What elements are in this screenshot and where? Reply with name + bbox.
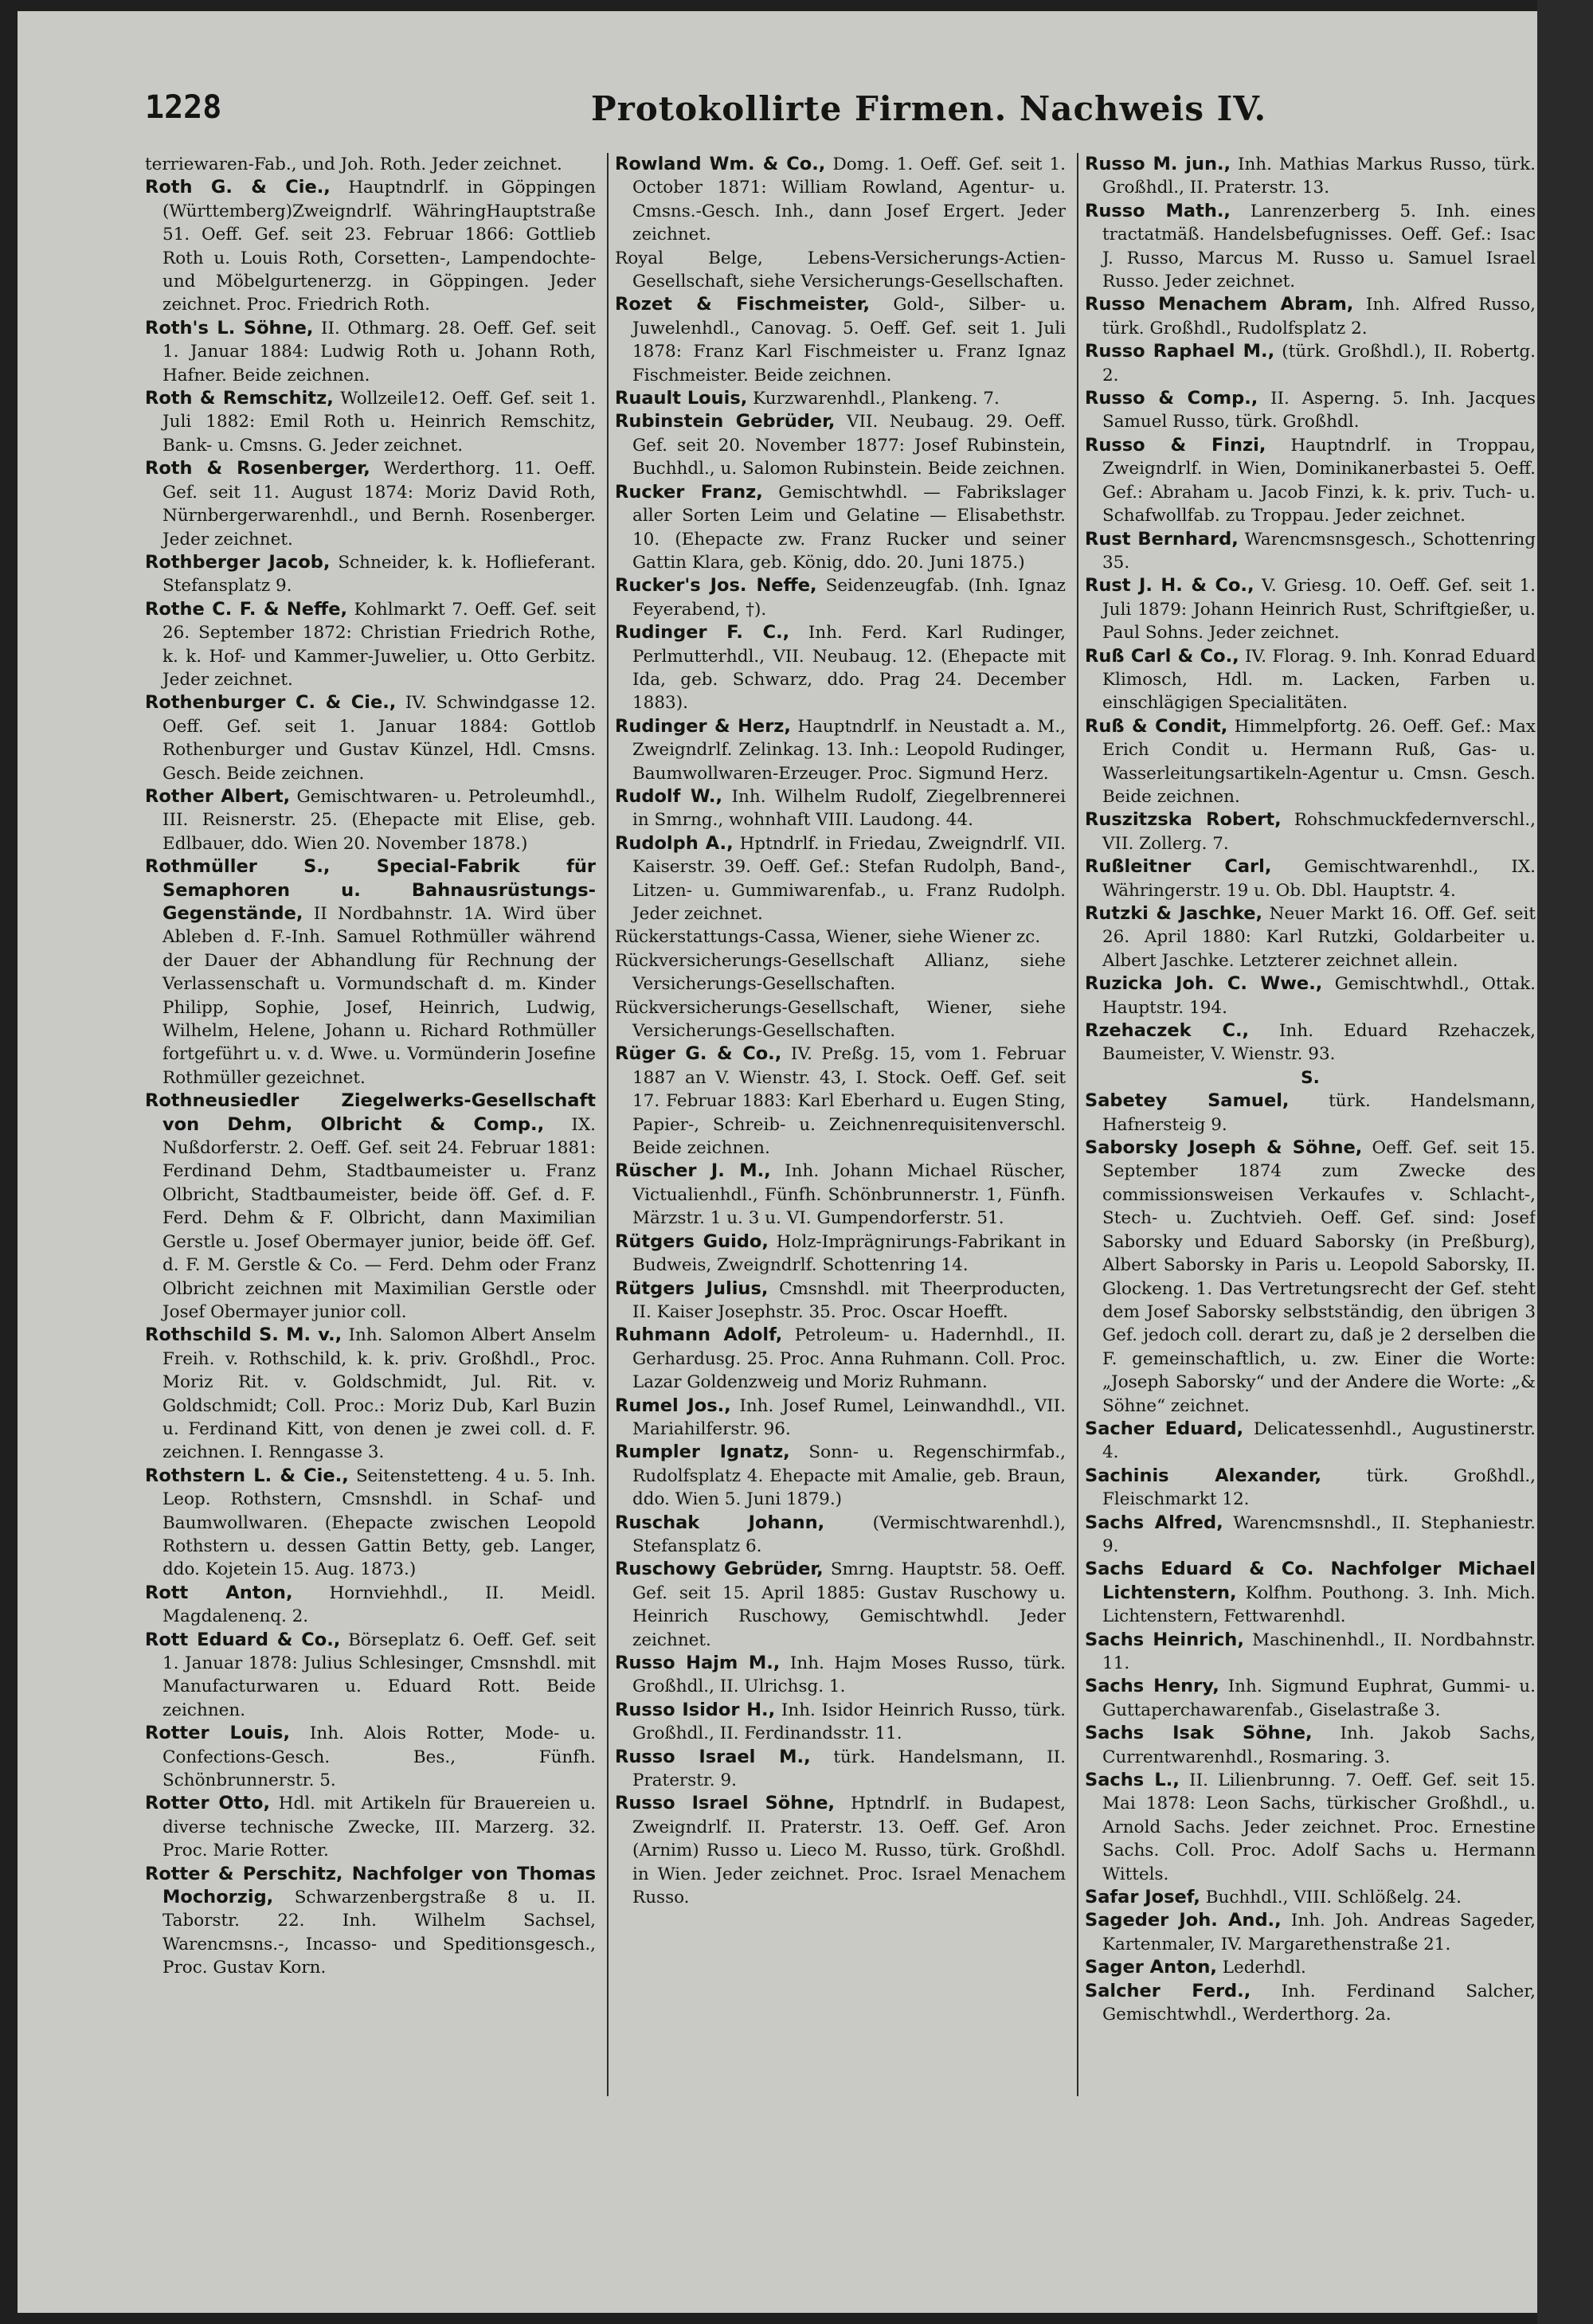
firm-name: Rothberger Jacob, [145, 551, 331, 573]
firm-details: IX. Nußdorferstr. 2. Oeff. Gef. seit 24. Februar 1881: Ferdinand Dehm, Stadtbaumeister u. Franz Olbricht, Stadtbaumeister, beide öff. Gef. d. F. Ferd. Dehm & F. Olbricht, dann Maximilian Gerstle u. Josef Obermayer junior, beide öff. Gef. d. F. M. Gerstle & Co. — Ferd. Dehm oder Franz Olbricht zeichnen mit Maximilian Gerstle oder Josef Obermayer junior coll. [162, 1114, 596, 1322]
firm-entry [615, 949, 1066, 996]
firm-entry [1085, 200, 1536, 294]
firm-details: Inh. Johann Michael Rüscher, Victualienhdl., Fünfh. Schönbrunnerstr. 1, Fünfh. Märzstr. 1 u. 3 u. VI. Gumpendorferstr. 51. [632, 1161, 1066, 1229]
firm-details: Lanrenzerberg 5. Inh. eines tractatmäß. Handelsbefugnisses. Oeff. Gef.: Isac J. Russo, Marcus M. Russo u. Samuel Israel Russo. Jeder zeichnet. [1102, 201, 1536, 292]
firm-entry [145, 598, 596, 692]
firm-details: Hornviehhdl., II. Meidl. Magdalenenq. 2. [162, 1583, 596, 1627]
firm-details: Himmelpfortg. 26. Oeff. Gef.: Max Erich Condit u. Hermann Ruß, Gas- u. Wasserleitungsartikeln-Agentur u. Cmsn. Gesch. Beide zeichnen. [1102, 716, 1536, 807]
firm-entry [615, 247, 1066, 294]
page-number: 1228 [145, 89, 222, 126]
firm-entry [1085, 434, 1536, 528]
firm-details: Schwarzenbergstraße 8 u. II. Taborstr. 22. Inh. Wilhelm Sachsel, Warencmsns.-, Incasso- und Speditionsgesch., Proc. Gustav Korn. [162, 1888, 596, 1978]
firm-entry [145, 855, 596, 1090]
firm-details: Inh. Eduard Rzehaczek, Baumeister, V. Wienstr. 93. [1102, 1021, 1536, 1065]
firm-details: Seitenstetteng. 4 u. 5. Inh. Leop. Rothstern, Cmsnshdl. in Schaf- und Baumwollwaren. (Ehepacte zwischen Leopold Rothstern u. dessen Gattin Betty, geb. Langer, ddo. Kojetein 15. Aug. 1873.) [162, 1465, 596, 1580]
firm-details: IV. Florag. 9. Inh. Konrad Eduard Klimosch, Hdl. m. Lacken, Farben u. einschlägigen Specialitäten. [1102, 646, 1536, 714]
firm-name: Russo Math., [1085, 200, 1231, 221]
firm-entry [1085, 1629, 1536, 1676]
firm-entry [145, 176, 596, 316]
column-right [1085, 153, 1536, 2120]
firm-entry [1085, 972, 1536, 1019]
firm-entry [145, 785, 596, 855]
firm-entry [615, 387, 1066, 410]
firm-details: terriewaren-Fab., und Joh. Roth. Jeder zeichnet. [145, 155, 562, 174]
firm-name: Rotter & Perschitz, Nachfolger von Thomas Mochorzig, [145, 1863, 596, 1908]
firm-name: Sachs Alfred, [1085, 1512, 1223, 1533]
firm-entry [1085, 1137, 1536, 1418]
firm-details: Inh. Josef Rumel, Leinwandhdl., VII. Mariahilferstr. 96. [632, 1395, 1066, 1439]
firm-entry [1085, 1886, 1536, 1909]
firm-entry [615, 715, 1066, 785]
firm-details: Hauptndrlf. in Troppau, Zweigndrlf. in Wien, Dominikanerbastei 5. Oeff. Gef.: Abraham u. Jacob Finzi, k. k. priv. Tuch- u. Schafwollfab. zu Troppau. Jeder zeichnet. [1102, 435, 1536, 526]
firm-details: Inh. Wilhelm Rudolf, Ziegelbrennerei in Smrng., wohnhaft VIII. Laudong. 44. [632, 786, 1066, 831]
firm-details: IV. Preßg. 15, vom 1. Februar 1887 an V. Wienstr. 43, I. Stock. Oeff. Gef. seit 17. Februar 1883: Karl Eberhard u. Eugen Sting, Papier-, Schreib- u. Zeichnenrequisitenverschl. Beide zeichnen. [632, 1044, 1066, 1159]
firm-details: VII. Neubaug. 29. Oeff. Gef. seit 20. November 1877: Josef Rubinstein, Buchhdl., u. Salomon Rubinstein. Beide zeichnen. [632, 412, 1066, 479]
firm-name: Russo Hajm M., [615, 1653, 781, 1673]
firm-entry [1085, 153, 1536, 200]
firm-details: (türk. Großhdl.), II. Robertg. 2. [1102, 342, 1536, 385]
firm-name: Saborsky Joseph & Söhne, [1085, 1137, 1363, 1159]
firm-entry [1085, 1465, 1536, 1512]
firm-entry [1085, 1956, 1536, 1979]
firm-details: türk. Handelsmann, II. Praterstr. 9. [632, 1747, 1066, 1791]
firm-entry [1085, 387, 1536, 434]
firm-details: Inh. Sigmund Euphrat, Gummi- u. Guttaperchawarenfab., Giselastraße 3. [1102, 1676, 1536, 1720]
firm-details: Inh. Mathias Markus Russo, türk. Großhdl., II. Praterstr. 13. [1102, 155, 1536, 198]
firm-name: Rothe C. F. & Neffe, [145, 598, 348, 620]
firm-entry [615, 832, 1066, 926]
firm-name: Roth's L. Söhne, [145, 317, 314, 338]
firm-entry [1085, 340, 1536, 387]
firm-entry [1085, 1909, 1536, 1956]
firm-details: Sonn- u. Regenschirmfab., Rudolfsplatz 4. Ehepacte mit Amalie, geb. Braun, ddo. Wien 5. Juni 1879.) [632, 1442, 1066, 1510]
firm-entry [1085, 808, 1536, 855]
firm-name: Sageder Joh. And., [1085, 1910, 1282, 1931]
firm-details: Kurzwarenhdl., Plankeng. 7. [753, 389, 1000, 409]
firm-name: Rudinger & Herz, [615, 715, 791, 737]
firm-entry [1085, 1980, 1536, 2027]
firm-details: (Vermischtwarenhdl.), Stefansplatz 6. [632, 1512, 1066, 1556]
firm-details: Seidenzeugfab. (Inh. Ignaz Feyerabend, †). [632, 576, 1066, 620]
firm-details: Petroleum- u. Hadernhdl., II. Gerhardusg. 25. Proc. Anna Ruhmann. Coll. Proc. Lazar Goldenzweig und Moriz Ruhmann. [632, 1325, 1066, 1393]
firm-name: Rubinstein Gebrüder, [615, 411, 836, 432]
firm-name: Rothenburger C. & Cie., [145, 692, 397, 714]
firm-details: Cmsnshdl. mit Theerproducten, II. Kaiser Josephstr. 35. Proc. Oscar Hoefft. [632, 1278, 1066, 1322]
firm-entry [1085, 855, 1536, 902]
firm-name: Sachs Henry, [1085, 1676, 1219, 1697]
firm-entry [1085, 1512, 1536, 1559]
firm-entry [615, 1230, 1066, 1277]
firm-details: Rückversicherungs-Gesellschaft Allianz, siehe Versicherungs-Gesellschaften. [615, 950, 1066, 995]
firm-details: Holz-Imprägnirungs-Fabrikant in Budweis, Zweigndrlf. Schottenring 14. [632, 1231, 1066, 1276]
firm-entry [1085, 1090, 1536, 1137]
firm-details: Rohschmuckfedernverschl., VII. Zollerg. 7. [1102, 810, 1536, 854]
firm-details: Gemischtwaren- u. Petroleumhdl., III. Reisnerstr. 25. (Ehepacte mit Elise, geb. Edlbauer, ddo. Wien 20. November 1878.) [162, 786, 596, 854]
firm-entry [145, 317, 596, 387]
firm-details: Inh. Joh. Andreas Sageder, Kartenmaler, IV. Margarethenstraße 21. [1102, 1911, 1536, 1954]
firm-name: Ruault Louis, [615, 388, 748, 409]
firm-details: Inh. Ferd. Karl Rudinger, Perlmutterhdl., VII. Neubaug. 12. (Ehepacte mit Ida, geb. Schwarz, ddo. Prag 24. December 1883). [632, 623, 1066, 714]
column-divider [1077, 153, 1078, 2096]
firm-entry [1085, 1558, 1536, 1628]
firm-name: Rust J. H. & Co., [1085, 575, 1254, 597]
firm-name: Rudinger F. C., [615, 622, 790, 644]
firm-name: Roth & Remschitz, [145, 388, 334, 409]
firm-entry [615, 410, 1066, 480]
firm-entry [145, 1863, 596, 1980]
firm-details: Domg. 1. Oeff. Gef. seit 1. October 1871: William Rowland, Agentur- u. Cmsns.-Gesch. Inh., dann Josef Ergert. Jeder zeichnet. [632, 155, 1066, 245]
firm-entry [145, 1090, 596, 1324]
firm-details: Delicatessenhdl., Augustinerstr. 4. [1102, 1418, 1536, 1463]
firm-entry [145, 1792, 596, 1862]
firm-entry [145, 551, 596, 598]
firm-entry [145, 1629, 596, 1723]
firm-details: Kohlmarkt 7. Oeff. Gef. seit 26. September 1872: Christian Friedrich Rothe, k. k. Hof- und Kammer-Juwelier, u. Otto Gerbitz. Jeder zeichnet. [162, 599, 596, 690]
firm-name: Ruszitzska Robert, [1085, 809, 1282, 831]
firm-name: Russo & Finzi, [1085, 434, 1266, 456]
firm-name: Rott Eduard & Co., [145, 1629, 341, 1650]
firm-entry [615, 1160, 1066, 1230]
firm-name: Sachs L., [1085, 1770, 1180, 1791]
firm-entry [1085, 902, 1536, 972]
firm-entry [615, 1792, 1066, 1909]
firm-entry [1085, 715, 1536, 809]
firm-name: Sager Anton, [1085, 1957, 1217, 1978]
firm-name: Sachs Heinrich, [1085, 1629, 1244, 1650]
firm-name: Rüger G. & Co., [615, 1043, 782, 1065]
firm-entry [615, 293, 1066, 387]
firm-entry [615, 621, 1066, 715]
firm-name: Rott Anton, [145, 1582, 293, 1603]
firm-details: Buchhdl., VIII. Schlößelg. 24. [1205, 1888, 1462, 1908]
firm-entry [1085, 293, 1536, 340]
firm-details: Inh. Alfred Russo, türk. Großhdl., Rudolfsplatz 2. [1102, 295, 1536, 338]
firm-details: Hauptndrlf. in Neustadt a. M., Zweigndrlf. Zelinkag. 13. Inh.: Leopold Rudinger, Baumwollwaren-Erzeuger. Proc. Sigmund Herz. [632, 716, 1066, 784]
firm-name: Rothneusiedler Ziegelwerks-Gesellschaft von Dehm, Olbricht & Comp., [145, 1090, 596, 1135]
firm-entry [145, 1582, 596, 1629]
firm-entry [615, 1324, 1066, 1394]
firm-details: Gold-, Silber- u. Juwelenhdl., Canovag. 5. Oeff. Gef. seit 1. Juli 1878: Franz Karl Fischmeister u. Franz Ignaz Fischmeister. Beide zeichnen. [632, 295, 1066, 385]
firm-name: Rothstern L. & Cie., [145, 1465, 349, 1486]
firm-name: Rotter Otto, [145, 1793, 271, 1814]
firm-entry [1085, 1675, 1536, 1722]
firm-name: Sachs Isak Söhne, [1085, 1723, 1313, 1744]
firm-details: Lederhdl. [1222, 1958, 1306, 1978]
firm-details: Neuer Markt 16. Off. Gef. seit 26. April 1880: Karl Rutzki, Goldarbeiter u. Albert Jaschke. Letzterer zeichnet allein. [1102, 904, 1536, 971]
firm-name: Sachs Eduard & Co. Nachfolger Michael Lichtenstern, [1085, 1559, 1536, 1603]
firm-name: Sachinis Alexander, [1085, 1465, 1322, 1486]
firm-details: Smrng. Hauptstr. 58. Oeff. Gef. seit 15. April 1885: Gustav Ruschowy u. Heinrich Ruschowy, Gemischtwhdl. Jeder zeichnet. [632, 1559, 1066, 1650]
firm-details: Inh. Hajm Moses Russo, türk. Großhdl., II. Ulrichsg. 1. [632, 1653, 1066, 1697]
firm-name: Rumpler Ignatz, [615, 1442, 790, 1463]
firm-details: Inh. Ferdinand Salcher, Gemischtwhdl., Werderthorg. 2a. [1102, 1981, 1536, 2025]
firm-name: Rucker Franz, [615, 481, 763, 503]
firm-name: Rothmüller S., Special-Fabrik für Semaphoren u. Bahnausrüstungs-Gegenstände, [145, 856, 596, 924]
firm-name: Russo Israel Söhne, [615, 1793, 836, 1814]
firm-details: türk. Großhdl., Fleischmarkt 12. [1102, 1465, 1536, 1510]
firm-details: V. Griesg. 10. Oeff. Gef. seit 1. Juli 1879: Johann Heinrich Rust, Schriftgießer, u. Paul Sohns. Jeder zeichnet. [1102, 576, 1536, 644]
firm-name: Rüscher J. M., [615, 1160, 771, 1182]
firm-name: Rust Bernhard, [1085, 528, 1239, 550]
page-title: Protokollirte Firmen. Nachweis IV. [591, 89, 1267, 128]
firm-details: Rückerstattungs-Cassa, Wiener, siehe Wiener zc. [615, 927, 1041, 948]
firm-entry [1085, 528, 1536, 575]
firm-details: II. Lilienbrunng. 7. Oeff. Gef. seit 15. Mai 1878: Leon Sachs, türkischer Großhdl., u. Arnold Sachs. Jeder zeichnet. Proc. Ernestine Sachs. Coll. Proc. Adolf Sachs u. Hermann Wittels. [1102, 1770, 1536, 1884]
section-letter: S. [1301, 1067, 1320, 1088]
firm-entry [1085, 1722, 1536, 1769]
firm-entry [615, 1699, 1066, 1746]
firm-name: Rumel Jos., [615, 1395, 731, 1416]
firm-name: Rothschild S. M. v., [145, 1324, 342, 1346]
firm-entry [615, 996, 1066, 1043]
firm-name: Rudolf W., [615, 785, 722, 807]
firm-name: Salcher Ferd., [1085, 1980, 1251, 2001]
firm-details: Inh. Alois Rotter, Mode- u. Confections-Gesch. Bes., Fünfh. Schönbrunnerstr. 5. [162, 1723, 596, 1791]
firm-entry [1085, 1769, 1536, 1886]
firm-details: Oeff. Gef. seit 15. September 1874 zum Zwecke des commissionsweisen Verkaufes v. Schlacht-, Stech- u. Zuchtvieh. Oeff. Gef. sind: Josef Saborsky und Eduard Saborsky (in Preßburg), Albert Saborsky in Paris u. Leopold Saborsky, II. Glockeng. 1. Das Vertretungsrecht der Gef. steht dem Josef Saborsky selbstständig, den übrigen 3 Gef. jedoch coll. derart zu, daß je 2 derselben die F. gemeinschaftlich, u. zw. Einer die Worte: „Joseph Saborsky“ und der Andere die Worte: „& Söhne“ zeichnet. [1102, 1138, 1536, 1416]
firm-name: Rütgers Julius, [615, 1277, 769, 1299]
firm-name: Russo & Comp., [1085, 388, 1258, 409]
firm-entry [615, 925, 1066, 949]
firm-entry [615, 1277, 1066, 1324]
firm-entry [145, 1324, 596, 1464]
firm-details: türk. Handelsmann, Hafnersteig 9. [1102, 1091, 1536, 1135]
firm-name: Russo Isidor H., [615, 1699, 776, 1720]
firm-details: Schneider, k. k. Hoflieferant. Stefansplatz 9. [162, 552, 596, 597]
firm-details: Inh. Jakob Sachs, Currentwarenhdl., Rosmaring. 3. [1102, 1723, 1536, 1767]
firm-entry [615, 785, 1066, 832]
page-header [145, 89, 1483, 137]
firm-details: Gemischtwhdl., Ottak. Hauptstr. 194. [1102, 974, 1536, 1018]
firm-name: Rußleitner Carl, [1085, 856, 1272, 878]
firm-entry [615, 1558, 1066, 1652]
firm-entry [615, 1043, 1066, 1160]
firm-details: Werderthorg. 11. Oeff. Gef. seit 11. August 1874: Moriz David Roth, Nürnbergerwarenhdl., und Bernh. Rosenberger. Jeder zeichnet. [162, 459, 596, 550]
firm-details: Hptndrlf. in Budapest, Zweigndrlf. II. Praterstr. 13. Oeff. Gef. Aron (Arnim) Russo u. Lieco M. Russo, türk. Großhdl. in Wien. Jeder zeichnet. Proc. Israel Menachem Russo. [632, 1794, 1066, 1908]
firm-entry [1085, 645, 1536, 715]
firm-name: Russo M. jun., [1085, 154, 1231, 174]
firm-details: Warencmsnsgesch., Schottenring 35. [1102, 529, 1536, 573]
firm-name: Rowland Wm. & Co., [615, 154, 826, 174]
firm-name: Ruhmann Adolf, [615, 1324, 783, 1346]
firm-details: IV. Schwindgasse 12. Oeff. Gef. seit 1. Januar 1884: Gottlob Rothenburger und Gustav Künzel, Hdl. Cmsns. Gesch. Beide zeichnen. [162, 693, 596, 784]
firm-entry [615, 153, 1066, 247]
firm-name: Safar Josef, [1085, 1887, 1200, 1908]
firm-details: Wollzeile12. Oeff. Gef. seit 1. Juli 1882: Emil Roth u. Heinrich Remschitz, Bank- u. Cmsns. G. Jeder zeichnet. [162, 389, 596, 456]
firm-details: Inh. Salomon Albert Anselm Freih. v. Rothschild, k. k. priv. Großhdl., Proc. Moriz Rit. v. Goldschmidt, Jul. Rit. v. Goldschmidt; Coll. Proc.: Moriz Dub, Karl Buzin u. Ferdinand Kitt, von denen je zwei coll. d. F. zeichnen. I. Renngasse 3. [162, 1325, 596, 1463]
firm-name: Rother Albert, [145, 785, 291, 807]
firm-entry [145, 457, 596, 551]
firm-entry [615, 481, 1066, 575]
firm-details: Kolfhm. Pouthong. 3. Inh. Mich. Lichtenstern, Fettwarenhdl. [1102, 1583, 1536, 1627]
directory-page [18, 11, 1537, 2313]
firm-details: II. Othmarg. 28. Oeff. Gef. seit 1. Januar 1884: Ludwig Roth u. Johann Roth, Hafner. Beide zeichnen. [162, 318, 596, 385]
firm-details: Royal Belge, Lebens-Versicherungs-Actien-Gesellschaft, siehe Versicherungs-Gesellschaften. [615, 248, 1066, 292]
firm-name: Roth G. & Cie., [145, 177, 331, 198]
firm-details: II. Asperng. 5. Inh. Jacques Samuel Russo, türk. Großhdl. [1102, 389, 1536, 432]
firm-entry [615, 1746, 1066, 1793]
firm-name: Ruß & Condit, [1085, 715, 1228, 737]
firm-name: Sacher Eduard, [1085, 1418, 1244, 1439]
column-middle [615, 153, 1066, 2120]
firm-name: Rotter Louis, [145, 1723, 291, 1744]
firm-name: Rutzki & Jaschke, [1085, 903, 1263, 924]
firm-entry [145, 691, 596, 785]
firm-details: Hauptndrlf. in Göppingen (Württemberg)Zweigndrlf. WähringHauptstraße 51. Oeff. Gef. seit 23. Februar 1866: Gottlieb Roth u. Louis Roth, Corsetten-, Lampendochte- und Möbelgurtenerzg. in Göppingen. Jeder zeichnet. Proc. Friedrich Roth. [162, 178, 596, 315]
firm-details: Gemischtwhdl. — Fabrikslager aller Sorten Leim und Gelatine — Elisabethstr. 10. (Ehepacte zw. Franz Rucker und seiner Gattin Klara, geb. König, ddo. 20. Juni 1875.) [632, 482, 1066, 573]
firm-name: Rucker's Jos. Neffe, [615, 575, 817, 597]
firm-entry [1085, 1019, 1536, 1066]
firm-entry [1085, 574, 1536, 644]
firm-entry [615, 1395, 1066, 1442]
firm-details: Inh. Isidor Heinrich Russo, türk. Großhdl., II. Ferdinandsstr. 11. [632, 1700, 1066, 1744]
firm-entry [615, 574, 1066, 621]
firm-details: Hptndrlf. in Friedau, Zweigndrlf. VII. Kaiserstr. 39. Oeff. Gef.: Stefan Rudolph, Band-, Litzen- u. Gummiwarenfab., u. Franz Rudolph. Jeder zeichnet. [632, 833, 1066, 924]
firm-name: Russo Israel M., [615, 1746, 811, 1767]
firm-name: Ruzicka Joh. C. Wwe., [1085, 973, 1323, 995]
firm-entry [1085, 1418, 1536, 1465]
firm-name: Ruß Carl & Co., [1085, 645, 1239, 667]
firm-details: Rückversicherungs-Gesellschaft, Wiener, siehe Versicherungs-Gesellschaften. [615, 997, 1066, 1042]
firm-details: II Nordbahnstr. 1A. Wird über Ableben d. F.-Inh. Samuel Rothmüller während der Dauer der Abhandlung für Rechnung der Verlassenschaft u. Vormundschaft d. m. Kinder Philipp, Sophie, Josef, Heinrich, Ludwig, Wilhelm, Helene, Johann u. Richard Rothmüller fortgeführt u. v. d. Wwe. u. Vormünderin Josefine Rothmüller gezeichnet. [162, 904, 596, 1088]
column-divider [607, 153, 609, 2096]
firm-name: Rudolph A., [615, 832, 734, 854]
firm-entry [145, 387, 596, 457]
firm-entry [145, 1722, 596, 1792]
scan-edge [1537, 0, 1593, 2324]
firm-entry [615, 1512, 1066, 1559]
firm-name: Rozet & Fischmeister, [615, 294, 871, 315]
firm-name: Rütgers Guido, [615, 1230, 769, 1252]
firm-name: Ruschowy Gebrüder, [615, 1559, 824, 1580]
firm-entry [145, 153, 596, 176]
firm-name: Rzehaczek C., [1085, 1020, 1250, 1042]
firm-entry [145, 1465, 596, 1582]
firm-entry [615, 1652, 1066, 1699]
firm-details: Börseplatz 6. Oeff. Gef. seit 1. Januar 1878: Julius Schlesinger, Cmsnshdl. mit Manufacturwaren u. Eduard Rott. Beide zeichnen. [162, 1630, 596, 1720]
firm-name: Ruschak Johann, [615, 1512, 825, 1533]
firm-details: Hdl. mit Artikeln für Brauereien u. diverse technische Zwecke, III. Marzerg. 32. Proc. Marie Rotter. [162, 1794, 596, 1861]
firm-name: Russo Raphael M., [1085, 341, 1275, 362]
firm-details: Gemischtwarenhdl., IX. Währingerstr. 19 u. Ob. Dbl. Hauptstr. 4. [1102, 857, 1536, 901]
firm-name: Russo Menachem Abram, [1085, 294, 1354, 315]
firm-entry [615, 1441, 1066, 1511]
column-left [145, 153, 596, 2120]
firm-name: Sabetey Samuel, [1085, 1090, 1290, 1112]
firm-details: Maschinenhdl., II. Nordbahnstr. 11. [1102, 1630, 1536, 1673]
firm-name: Roth & Rosenberger, [145, 458, 370, 479]
firm-details: Warencmsnshdl., II. Stephaniestr. 9. [1102, 1512, 1536, 1556]
